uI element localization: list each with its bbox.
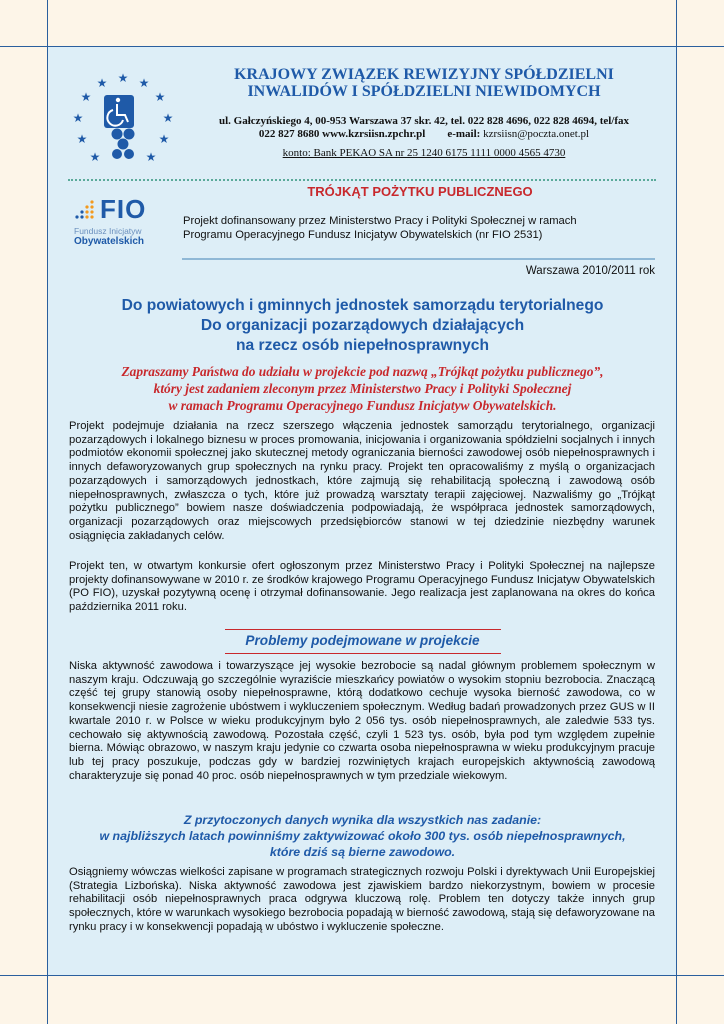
fio-description xyxy=(183,214,653,242)
fio-logo-text: FIO xyxy=(100,194,147,224)
svg-text:★: ★ xyxy=(154,90,166,104)
address-line2-phone-web: 022 827 8680 www.kzrsiisn.zpchr.pl xyxy=(258,128,426,140)
fio-text-line1: Projekt dofinansowany przez Ministerstwo Pracy i Polityki Społecznej w ramach xyxy=(183,215,577,227)
trim-line-right xyxy=(676,0,677,1024)
svg-text:★: ★ xyxy=(138,76,150,90)
bank-account-text: konto: Bank PEKAO SA nr 25 1240 6175 1111 0000 4565 4730 xyxy=(282,147,566,159)
conclusion-line1: Z przytoczonych danych wynika dla wszystkich nas zadanie: xyxy=(183,813,542,827)
fio-logo xyxy=(72,196,172,258)
paragraph-problems: Niska aktywność zawodowa i towarzyszące jej wysokie bezrobocie są nadal głównym problemem społecznym w naszym kraju. Odczuwają go szczególnie wyraziście mieszkańcy powiatów o wysokim stopniu bezrobocia. Znaczącą część tej grupy stanowią osoby niepełnosprawne, którą dodatkowo cechuje wysoka bierność zawodowa, co w konsekwencji niesie zagrożenie ubóstwem i wykluczeniem społecznym. Według badań prowadzonych przez GUS w II kwartale 2010 r. w Polsce w wieku produkcyjnym było 2 056 tys. osób niepełnosprawnych, ale zaledwie 533 tys. cechowało się aktywnością zawodową. Pozostała część, czyli 1 523 tys. osób, była pod tym względem zupełnie bierna. Mówiąc obrazowo, w naszym kraju jedynie co czwarta osoba niepełnosprawna w wieku produkcyjnym pracuje lub tej pracy poszukuje, podczas gdy w bardziej rozwiniętych krajach europejskich aktywnością zawodową charakteryzuje się ponad 40 proc. osób niepełnosprawnych w tym przedziale wiekowym. xyxy=(69,660,655,782)
svg-text:★: ★ xyxy=(158,132,170,146)
conclusion xyxy=(70,812,655,860)
email-label: e-mail: xyxy=(447,128,481,140)
invitation-line3: w ramach Programu Operacyjnego Fundusz Inicjatyw Obywatelskich. xyxy=(168,398,557,413)
header-rule xyxy=(182,258,655,260)
document-date: Warszawa 2010/2011 rok xyxy=(525,265,655,277)
section-rule-bottom xyxy=(225,653,501,654)
svg-text:★: ★ xyxy=(96,76,108,90)
section-rule-top xyxy=(225,629,501,630)
org-name-line2: INWALIDÓW I SPÓŁDZIELNI NIEWIDOMYCH xyxy=(247,83,601,100)
paragraph-funding: Projekt ten, w otwartym konkursie ofert ogłoszonym przez Ministerstwo Pracy i Polityki Społecznej na najlepsze projekty dofinansowywane w 2010 r. ze środków krajowego Programu Operacyjnego Fundusz Inicjatyw Obywatelskich (PO FIO), uzyskał pozytywną ocenę i otrzymał dofinansowanie. Jego realizacja jest zaplanowana na okres do końca października 2011 roku. xyxy=(69,560,655,614)
fio-heading: TRÓJKĄT POŻYTKU PUBLICZNEGO xyxy=(307,184,533,199)
fio-text-line2: Programu Operacyjnego Fundusz Inicjatyw Obywatelskich (nr FIO 2531) xyxy=(183,229,543,241)
fio-logo-sub1: Fundusz Inicjatyw xyxy=(74,226,142,236)
invitation xyxy=(70,363,655,414)
paragraph-goals: Osiągniemy wówczas wielkości zapisane w programach strategicznych rozwoju Polski i dyrektywach Unii Europejskiej (Strategia Lizbońska). Niska aktywność zawodowa jest zjawiskiem bardzo niekorzystnym, bowiem w procesie rehabilitacji osób niepełnosprawnych praca odgrywa kluczową rolę. Problem ten dotyczy także innych grup społecznych, które w warunkach wysokiego bezrobocia popadają w bierność zawodową, stają się defaworyzowane na rynku pracy i w konsekwencji popadają w ubóstwo i wykluczenie społeczne. xyxy=(69,866,655,933)
invitation-line1: Zapraszamy Państwa do udziału w projekcie pod nazwą „Trójkąt pożytku publicznego”, xyxy=(121,364,604,379)
paragraph-intro: Projekt podejmuje działania na rzecz szerszego włączenia jednostek samorządu terytorialnego, organizacji pozarządowych i lokalnego biznesu w proces promowania, inicjowania i organizowania spółdzielni socjalnych i innych podmiotów ekonomii społecznej jako skutecznej metody ograniczania bierności zawodowej osób niepełnosprawnych i innych defaworyzowanych grup społecznych na rynku pracy. Projekt ten opracowaliśmy z myślą o organizacjach pozarządowych i samorządowych jednostkach, które zajmują się rehabilitacją społeczną i zawodową osób niepełnosprawnych, zwłaszcza o tych, które już prowadzą warsztaty terapii zajęciowej. Nazwaliśmy go „Trójkąt pożytku publicznego” bowiem nasze doświadczenia podpowiadają, że współpraca jednostek samorządowych, organizacji pozarządowych oraz miejscowych przedsiębiorców stanowi w tej dziedzinie niezbędny warunek osiągnięcia zakładanych celów. xyxy=(69,420,655,542)
dotted-divider xyxy=(68,179,656,181)
bank-account xyxy=(190,147,658,159)
svg-text:★: ★ xyxy=(145,150,157,164)
svg-text:★: ★ xyxy=(76,132,88,146)
address-line2 xyxy=(190,128,658,141)
svg-text:★: ★ xyxy=(80,90,92,104)
main-title-line2: Do organizacji pozarządowych działających xyxy=(200,317,525,334)
conclusion-line3: które dziś są bierne zawodowo. xyxy=(269,845,456,859)
organization-name xyxy=(190,66,658,100)
section-title: Problemy podejmowane w projekcie xyxy=(245,633,480,648)
fio-logo-sub2: Obywatelskich xyxy=(74,236,145,247)
conclusion-line2: w najbliższych latach powinniśmy zaktywizować około 300 tys. osób niepełnosprawnych, xyxy=(99,829,626,843)
main-title-line1: Do powiatowych i gminnych jednostek samorządu terytorialnego xyxy=(121,297,604,314)
invitation-line2: który jest zadaniem zleconym przez Ministerstwo Pracy i Polityki Społecznej xyxy=(153,381,572,396)
main-title xyxy=(70,296,655,356)
email-address[interactable]: kzrsiisn@poczta.onet.pl xyxy=(483,128,590,140)
wheelchair-stars-icon xyxy=(68,70,178,175)
address-line1: ul. Gałczyńskiego 4, 00-953 Warszawa 37 skr. 42, tel. 022 828 4696, 022 828 4694, tel/fax xyxy=(218,115,630,127)
trim-line-bottom xyxy=(0,975,724,976)
address-block xyxy=(190,115,658,141)
svg-text:★: ★ xyxy=(162,111,174,125)
svg-text:★: ★ xyxy=(72,111,84,125)
svg-text:★: ★ xyxy=(89,150,101,164)
org-name-line1: KRAJOWY ZWIĄZEK REWIZYJNY SPÓŁDZIELNI xyxy=(234,66,614,83)
main-title-line3: na rzecz osób niepełnosprawnych xyxy=(235,337,490,354)
svg-text:★: ★ xyxy=(117,71,129,85)
